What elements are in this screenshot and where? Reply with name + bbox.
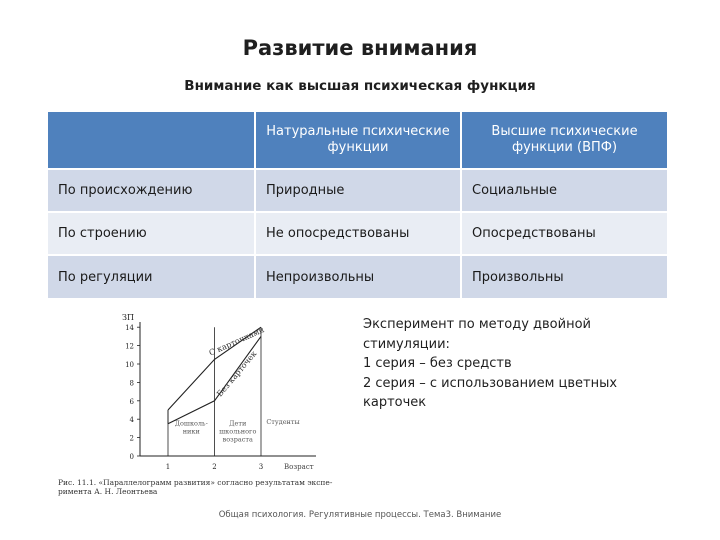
slide-footer: Общая психология. Регулятивные процессы. Тема3. Внимание	[218, 510, 502, 520]
table-header-cell	[48, 112, 255, 169]
table-cell: Не опосредствованы	[255, 212, 461, 255]
table-cell: По регуляции	[48, 255, 255, 298]
table-cell: По происхождению	[48, 169, 255, 212]
table-cell: Опосредствованы	[461, 212, 667, 255]
comparison-table	[48, 112, 667, 298]
table-header-cell: Высшие психические функции (ВПФ)	[461, 112, 667, 169]
region-label-preschool: Дошколь-	[174, 419, 208, 428]
line-label-with-cards: С карточками	[207, 325, 266, 358]
table-cell: Социальные	[461, 169, 667, 212]
table-row	[48, 212, 667, 255]
experiment-line: карточек	[363, 395, 427, 410]
x-tick-label: 2	[212, 463, 217, 471]
figure-caption-line: римента А. Н. Леонтьева	[58, 487, 158, 497]
slide-subtitle: Внимание как высшая психическая функция	[184, 78, 536, 94]
x-tick-label: 3	[258, 463, 264, 471]
region-label-students: Студенты	[266, 417, 300, 426]
x-tick-label: 1	[165, 463, 171, 471]
figure-caption-line: Рис. 11.1. «Параллелограмм развития» согласно результатам экспе-	[58, 478, 333, 487]
table-header-row	[48, 112, 667, 169]
table-header-cell: Натуральные психические функции	[255, 112, 461, 169]
table-cell: Произвольны	[461, 255, 667, 298]
y-tick-label: 4	[129, 416, 134, 425]
y-tick-label: 2	[129, 434, 134, 443]
table-cell: Непроизвольны	[255, 255, 461, 298]
region-label-school: школьного	[219, 427, 257, 436]
experiment-description	[363, 315, 663, 413]
table-row	[48, 255, 667, 298]
y-tick-label: 10	[125, 361, 134, 369]
x-axis-label: Возраст	[284, 463, 314, 471]
y-tick-label: 14	[125, 324, 134, 333]
region-label-school: Дети	[229, 419, 247, 428]
table-cell: Природные	[255, 169, 461, 212]
experiment-line: 2 серия – с использованием цветных	[363, 375, 618, 391]
table-cell: По строению	[48, 212, 255, 255]
experiment-line: Эксперимент по методу двойной	[363, 317, 591, 332]
table-row	[48, 169, 667, 212]
line-label-without-cards: Без карточек	[215, 349, 259, 399]
y-tick-label: 8	[129, 379, 134, 388]
experiment-line: 1 серия – без средств	[363, 356, 512, 371]
region-label-preschool: ники	[182, 427, 200, 436]
y-tick-label: 12	[125, 342, 134, 351]
region-label-school: возраста	[222, 435, 253, 444]
y-tick-label: 0	[129, 453, 134, 461]
y-axis-label: ЗП	[122, 313, 134, 322]
chart-labels	[175, 325, 300, 443]
figure-caption	[58, 478, 358, 497]
y-tick-label: 6	[129, 397, 134, 406]
slide-title: Развитие внимания	[242, 36, 478, 60]
development-parallelogram-figure	[58, 306, 358, 506]
experiment-line: стимуляции:	[363, 336, 450, 352]
